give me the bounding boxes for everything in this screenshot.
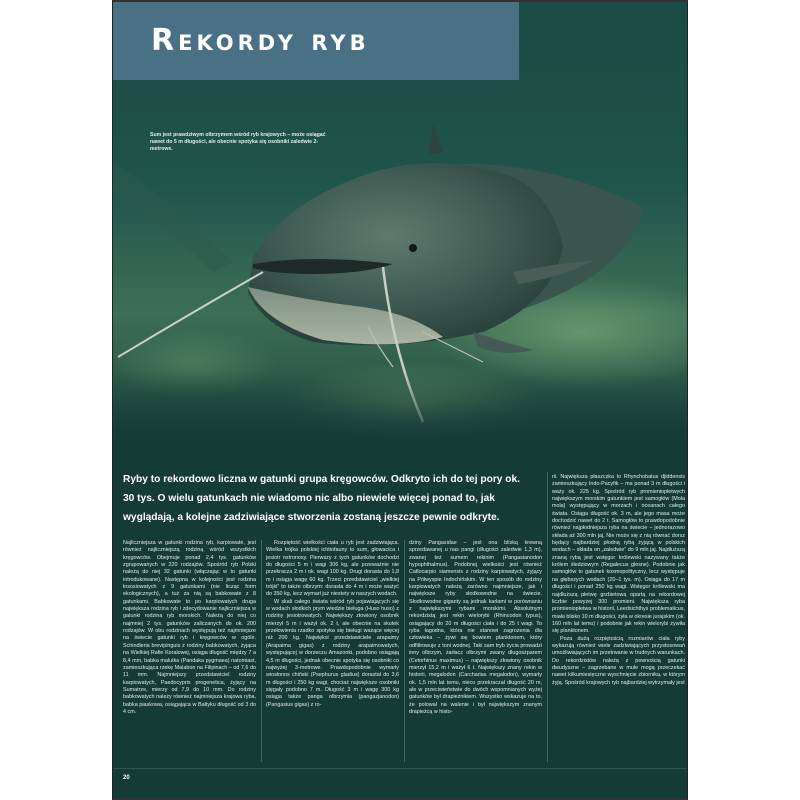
- column-1-paragraph-1: Najliczniejsza w gatunki rodzina ryb, karpiowate, jest również najliczniejszą rodziną wśród wszystkich kręgowców. Obejmuje ponad 2,4 tys. gatunków zgrupowanych w 220 rodzajów. Spośród ryb Polski należą do niej 32 gatunki (włączając w to gatunki introdukowane). Następna w kolejności jest rodzina łososiowatych z 9 gatunkami (nie licząc form ekologicznych), a tuż za nią są babkowate z 8 gatunkami. Babkowate to po karpiowatych druga największa rodzina ryb i zdecydowanie najliczniejsza w gatunki rodzina ryb morskich. Należą do niej co najmniej 2 tys. gatunków zaliczanych do ok. 200 rodzajów. W obu rodzinach występują też najmniejsze na świecie gatunki ryb i kręgowców w ogóle. Schindleria brevipinguis z rodziny babkowatych, żyjąca na Wielkiej Rafie Koralowej, osiąga długość między 7 a 8,4 mm, babka malutka (Pandaka pygmaea) natomiast, zamieszkująca rzekę Malabon na Filipinach – od 7,6 do 11 mm. Najmniejszy przedstawiciel rodziny karpiowatych, Paedocypris progenetica, żyjący na Sumatrze, mierzy od 7,9 do 10 mm. Do rodziny babkowatych należy również najmniejsza krajowa ryba, babka piaskowa, osiągająca w Bałtyku długość od 3 do 4 cm.: [123, 540, 256, 715]
- magazine-page: [112, 0, 688, 800]
- column-3-paragraph-1: dziny Pangasidae – jest ona bliską krewną sprzedawanej u nas pangi (długości zaledwie 1,3 m), zwanej też sumem rekinim (Pangasianodon hypophthalmus). Podobnej wielkości jest również Catlocarpio siamensis z rodziny karpiowatych, żyjący na Półwyspie Indochińskim. W ten sposób do rodziny karpiowatych należą zarówno najmniejsze, jak i największe ryby słodkowodne na świecie. Słodkowodne giganty są jednak karłami w porównaniu z największymi rybami morskimi. Absolutnym rekordzistą jest rekin wielorybi (Rhincodon typus), osiągający do 20 m długości ciała i do 25 t wagi. To ryba łagodna, która nie stanowi zagrożenia dla człowieka – żywi się bowiem planktonem, który odfiltrowuje z toni wodnej. Taki sam tryb życia prowadzi inny olbrzym, żarłacz olbrzymi zwany długoszparem (Cetorhinus maximus) – największy złowiony osobnik mierzył 15,2 m i ważył 6 t. Największy znany rekin w historii, megalodon (Carcharias megalodon), wymarły ok. 1,5 mln lat temu, nieco przekraczał długość 20 m, ale w przeciwieństwie do dwóch wspomnianych wyżej gatunków był drapieżnikiem. Wszystko wskazuje na to, że polował na walenie i był największym znanym drapieżcą w histo-: [409, 540, 542, 715]
- column-2-paragraph-2: W skali całego świata wśród ryb pojawiających się w wodach słodkich prym wiedzie bieługa (Huso huso) z rodziny jesiotrowatych. Największy złowiony osobnik mierzył 5 m i ważył ok. 2 t, ale obecnie na skutek przełowienia rzadko spotyka się bieługi ważące więcej niż 200 kg. Najwięksi przedstawiciele arapaimy (Arapaima gigas) z rodziny arapaimowatych, występującej w dorzeczu Amazonki, podobno osiągają 4,5 m długości, jednak obecnie spotyka się osobniki co najwyżej 3-metrowe. Prawdopodobnie wymarły wiosłonos chiński (Psephurus gladius) dorastał do 3,6 m długości i 250 kg wagi, chociaż największe osobniki sięgały podobno 7 m. Długość 3 m i wagę 300 kg osiąga także panga olbrzymia (pangazjanodon) (Pangasius gigas) z ro-: [266, 598, 399, 708]
- catfish-photo: [113, 2, 688, 447]
- page-number: 20: [123, 775, 130, 781]
- photo-caption: Sum jest prawdziwym olbrzymem wśród ryb krajowych – może osiągać nawet do 5 m długości, ale obecnie spotyka się osobniki zaledwie 2-metrowe.: [150, 132, 326, 152]
- column-divider: [404, 540, 405, 762]
- column-4-paragraph-2: Poza dużą rozpiętością rozmiarów ciała ryby wykazują również wiele zadziwiających przystosowań umożliwiających im przetrwanie w trudnych warunkach. Do rekordzistów należą z pewnością gatunki dwudyszne – zagrzebane w mule mogą przeczekać nawet kilkumiesięczne wyschnięcie zbiornika, w którym żyją. Spośród krajowych ryb najbardziej wytrzymały jest: [552, 635, 685, 686]
- column-2-paragraph-1: Rozpiętość wielkości ciała u ryb jest zadziwiająca. Wielka trójka polskiej ichtiofauny to sum, głowacica i jesiotr ostronosy. Pierwszy z tych gatunków dochodzi do długości 5 m i wagi 306 kg, ale przeważnie nie przekracza 2 m i ok. wagi 100 kg. Drugi dorasta do 1,8 m i osiąga wagę 60 kg. Trzeci przedstawiciel „wielkiej trójki” to także olbrzym: dorasta do 4 m i może ważyć do 350 kg, lecz wymarł już niestety w naszych wodach.: [266, 540, 399, 598]
- text-column-3: [409, 540, 542, 716]
- column-divider: [261, 540, 262, 762]
- title-band: [113, 2, 519, 80]
- footer-divider: [113, 768, 688, 769]
- column-4-paragraph-1: rii. Największa płaszczka to Rhynchobatus djiddensis zamieszkujący Indo-Pacyfik – ma ponad 3 m długości i waży ok. 225 kg. Spośród ryb promieniopłetwych największym morskim gatunkiem jest samogłów (Mola mola) występujący w morzach i oceanach całego świata. Osiąga długość ok. 3 m, ale jego masa może dochodzić nawet do 2 t. Samogłów to prawdopodobnie również najpłodniejsza ryba na świecie – jednorazowo składa aż 300 mln jaj. Nie może się z nią równać dorsz będący najbardziej płodną rybą żyjącą w polskich wodach – składa on „zaledwie” do 9 mln jaj. Najdłuższą znaną rybą jest wstęgor królewski nazywany także królem śledziowym (Regalecus glesne). Podobnie jak samogłów to gatunek kosmopolityczny, lecz występuje na głębszych wodach (20–1 tys. m). Osiąga do 17 m długości i ponad 250 kg wagi. Wstęgor królewski ma najdłuższą płetwę grzbietową opartą na rekordowej liczbie powyżej 300 promieni. Największa ryba promieniopłetwa w historii, Leedsichthys problematicus, miała blisko 10 m długości, żyła w okresie jurajskim (ok. 160 mln lat temu) i podobnie jak rekin wielorybi żywiła się planktonem.: [552, 474, 686, 635]
- column-divider: [547, 472, 548, 762]
- text-column-4: [552, 474, 685, 687]
- lead-paragraph: Ryby to rekordowo liczna w gatunki grupa kręgowców. Odkryto ich do tej pory ok. 30 tys. O wielu gatunkach nie wiadomo nic albo niewiele więcej ponad to, jak wyglądają, a kolejne zadziwiające stworzenia zostaną jeszcze pewnie odkryte.: [123, 474, 520, 523]
- text-column-1: [123, 540, 256, 716]
- page-title: Rekordy ryb: [151, 23, 370, 58]
- text-column-2: [266, 540, 399, 709]
